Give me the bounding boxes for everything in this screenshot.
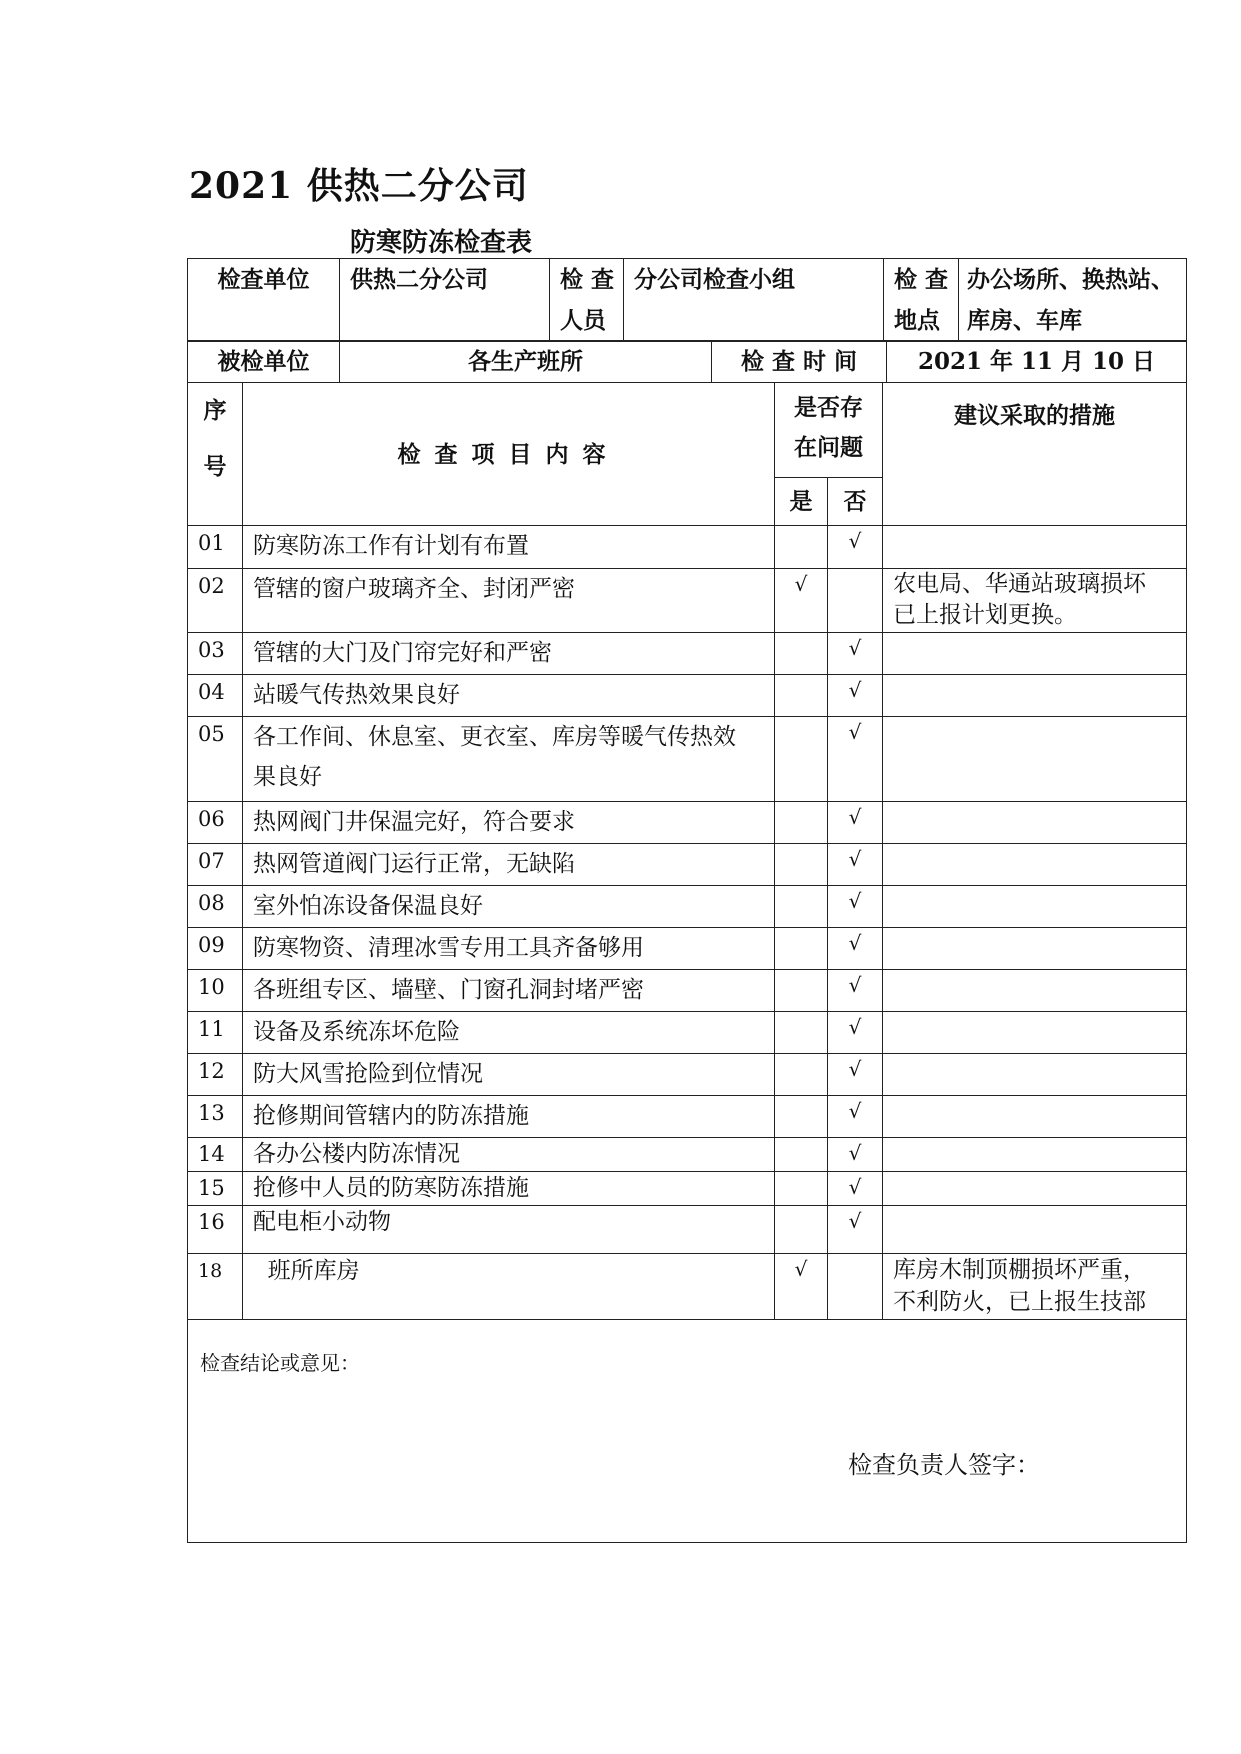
row-no-mark: √ bbox=[828, 844, 883, 886]
inspected-unit-value: 各生产班所 bbox=[340, 341, 712, 383]
row-item: 防寒物资、清理冰雪专用工具齐备够用 bbox=[243, 928, 775, 970]
row-number: 09 bbox=[188, 928, 243, 970]
row-no-mark: √ bbox=[828, 1096, 883, 1138]
check-unit-label: 检查单位 bbox=[188, 259, 340, 342]
location-value: 办公场所、换热站、 库房、车库 bbox=[959, 259, 1187, 342]
row-note bbox=[883, 675, 1187, 717]
form-subtitle: 防寒防冻检查表 bbox=[350, 228, 533, 258]
row-no-mark bbox=[828, 1254, 883, 1320]
table-row bbox=[188, 844, 1187, 886]
row-yes-mark bbox=[775, 970, 828, 1012]
col-yes-header: 是 bbox=[775, 478, 828, 526]
row-number: 18 bbox=[188, 1254, 243, 1320]
check-unit-value: 供热二分公司 bbox=[340, 259, 550, 342]
row-number: 12 bbox=[188, 1054, 243, 1096]
table-row bbox=[188, 970, 1187, 1012]
row-yes-mark bbox=[775, 633, 828, 675]
row-no-mark: √ bbox=[828, 1138, 883, 1172]
row-yes-mark bbox=[775, 1012, 828, 1054]
row-item: 防大风雪抢险到位情况 bbox=[243, 1054, 775, 1096]
table-row bbox=[188, 526, 1187, 569]
row-yes-mark bbox=[775, 844, 828, 886]
table-row bbox=[188, 1206, 1187, 1254]
row-number: 06 bbox=[188, 802, 243, 844]
row-note bbox=[883, 633, 1187, 675]
row-note bbox=[883, 526, 1187, 569]
row-number: 05 bbox=[188, 717, 243, 802]
row-no-mark: √ bbox=[828, 675, 883, 717]
check-time-label: 检 查 时 间 bbox=[712, 341, 887, 383]
col-seq-header: 序 号 bbox=[188, 383, 243, 526]
row-no-mark: √ bbox=[828, 633, 883, 675]
location-label: 检 查 地点 bbox=[884, 259, 959, 342]
row-no-mark: √ bbox=[828, 526, 883, 569]
row-item: 热网管道阀门运行正常，无缺陷 bbox=[243, 844, 775, 886]
page-title: 2021 供热二分公司 bbox=[189, 165, 529, 207]
row-yes-mark bbox=[775, 1206, 828, 1254]
table-row bbox=[188, 717, 1187, 802]
row-yes-mark bbox=[775, 1054, 828, 1096]
row-number: 10 bbox=[188, 970, 243, 1012]
table-row bbox=[188, 1096, 1187, 1138]
checklist-table bbox=[187, 382, 1187, 1543]
row-yes-mark: √ bbox=[775, 1254, 828, 1320]
row-item: 抢修中人员的防寒防冻措施 bbox=[243, 1172, 775, 1206]
check-time-value: 2021 年 11 月 10 日 bbox=[887, 341, 1187, 383]
row-note bbox=[883, 1138, 1187, 1172]
row-item: 室外怕冻设备保温良好 bbox=[243, 886, 775, 928]
row-note bbox=[883, 717, 1187, 802]
row-note bbox=[883, 1206, 1187, 1254]
table-row bbox=[188, 1254, 1187, 1320]
row-note bbox=[883, 1172, 1187, 1206]
row-number: 08 bbox=[188, 886, 243, 928]
table-row bbox=[188, 1012, 1187, 1054]
row-note bbox=[883, 1012, 1187, 1054]
row-item: 站暖气传热效果良好 bbox=[243, 675, 775, 717]
row-item: 抢修期间管辖内的防冻措施 bbox=[243, 1096, 775, 1138]
table-row bbox=[188, 928, 1187, 970]
header-table-row2 bbox=[187, 340, 1187, 383]
row-no-mark: √ bbox=[828, 717, 883, 802]
row-yes-mark: √ bbox=[775, 569, 828, 633]
row-no-mark: √ bbox=[828, 1172, 883, 1206]
row-yes-mark bbox=[775, 717, 828, 802]
row-item: 管辖的大门及门帘完好和严密 bbox=[243, 633, 775, 675]
row-item: 各办公楼内防冻情况 bbox=[243, 1138, 775, 1172]
conclusion-cell bbox=[188, 1320, 1187, 1543]
row-item: 班所库房 bbox=[243, 1254, 775, 1320]
table-row bbox=[188, 675, 1187, 717]
row-yes-mark bbox=[775, 675, 828, 717]
row-note bbox=[883, 802, 1187, 844]
row-note bbox=[883, 1096, 1187, 1138]
row-item: 配电柜小动物 bbox=[243, 1206, 775, 1254]
signature-label: 检查负责人签字： bbox=[848, 1451, 1040, 1479]
table-row bbox=[188, 1138, 1187, 1172]
table-row bbox=[188, 569, 1187, 633]
row-yes-mark bbox=[775, 1172, 828, 1206]
table-row bbox=[188, 1172, 1187, 1206]
inspected-unit-label: 被检单位 bbox=[188, 341, 340, 383]
row-number: 04 bbox=[188, 675, 243, 717]
row-item: 设备及系统冻坏危险 bbox=[243, 1012, 775, 1054]
row-number: 01 bbox=[188, 526, 243, 569]
table-row bbox=[188, 633, 1187, 675]
col-measures-header: 建议采取的措施 bbox=[883, 383, 1187, 526]
row-number: 11 bbox=[188, 1012, 243, 1054]
inspector-value: 分公司检查小组 bbox=[624, 259, 884, 342]
row-yes-mark bbox=[775, 1096, 828, 1138]
row-no-mark: √ bbox=[828, 1012, 883, 1054]
conclusion-row bbox=[188, 1320, 1187, 1543]
row-item: 管辖的窗户玻璃齐全、封闭严密 bbox=[243, 569, 775, 633]
row-yes-mark bbox=[775, 886, 828, 928]
row-item: 各班组专区、墙壁、门窗孔洞封堵严密 bbox=[243, 970, 775, 1012]
row-note bbox=[883, 886, 1187, 928]
table-row bbox=[188, 886, 1187, 928]
inspector-label: 检 查 人员 bbox=[550, 259, 624, 342]
row-number: 13 bbox=[188, 1096, 243, 1138]
col-content-header: 检查项目内容 bbox=[243, 383, 775, 526]
row-number: 03 bbox=[188, 633, 243, 675]
col-issue-header: 是否存 在问题 bbox=[775, 383, 883, 478]
row-yes-mark bbox=[775, 802, 828, 844]
col-no-header: 否 bbox=[828, 478, 883, 526]
row-yes-mark bbox=[775, 526, 828, 569]
table-row bbox=[188, 1054, 1187, 1096]
row-number: 16 bbox=[188, 1206, 243, 1254]
row-item: 热网阀门井保温完好，符合要求 bbox=[243, 802, 775, 844]
row-number: 15 bbox=[188, 1172, 243, 1206]
row-note bbox=[883, 1054, 1187, 1096]
row-note bbox=[883, 928, 1187, 970]
row-no-mark: √ bbox=[828, 802, 883, 844]
conclusion-label: 检查结论或意见： bbox=[200, 1351, 360, 1375]
row-number: 14 bbox=[188, 1138, 243, 1172]
row-no-mark: √ bbox=[828, 970, 883, 1012]
row-yes-mark bbox=[775, 928, 828, 970]
row-note: 库房木制顶棚损坏严重， 不利防火，已上报生技部 bbox=[883, 1254, 1187, 1320]
row-no-mark: √ bbox=[828, 1054, 883, 1096]
row-note bbox=[883, 970, 1187, 1012]
row-note: 农电局、华通站玻璃损坏 已上报计划更换。 bbox=[883, 569, 1187, 633]
row-yes-mark bbox=[775, 1138, 828, 1172]
row-item: 各工作间、休息室、更衣室、库房等暖气传热效 果良好 bbox=[243, 717, 775, 802]
row-no-mark: √ bbox=[828, 886, 883, 928]
header-table bbox=[187, 258, 1187, 342]
row-number: 02 bbox=[188, 569, 243, 633]
row-no-mark: √ bbox=[828, 928, 883, 970]
row-item: 防寒防冻工作有计划有布置 bbox=[243, 526, 775, 569]
row-no-mark bbox=[828, 569, 883, 633]
table-row bbox=[188, 802, 1187, 844]
row-number: 07 bbox=[188, 844, 243, 886]
row-no-mark: √ bbox=[828, 1206, 883, 1254]
row-note bbox=[883, 844, 1187, 886]
